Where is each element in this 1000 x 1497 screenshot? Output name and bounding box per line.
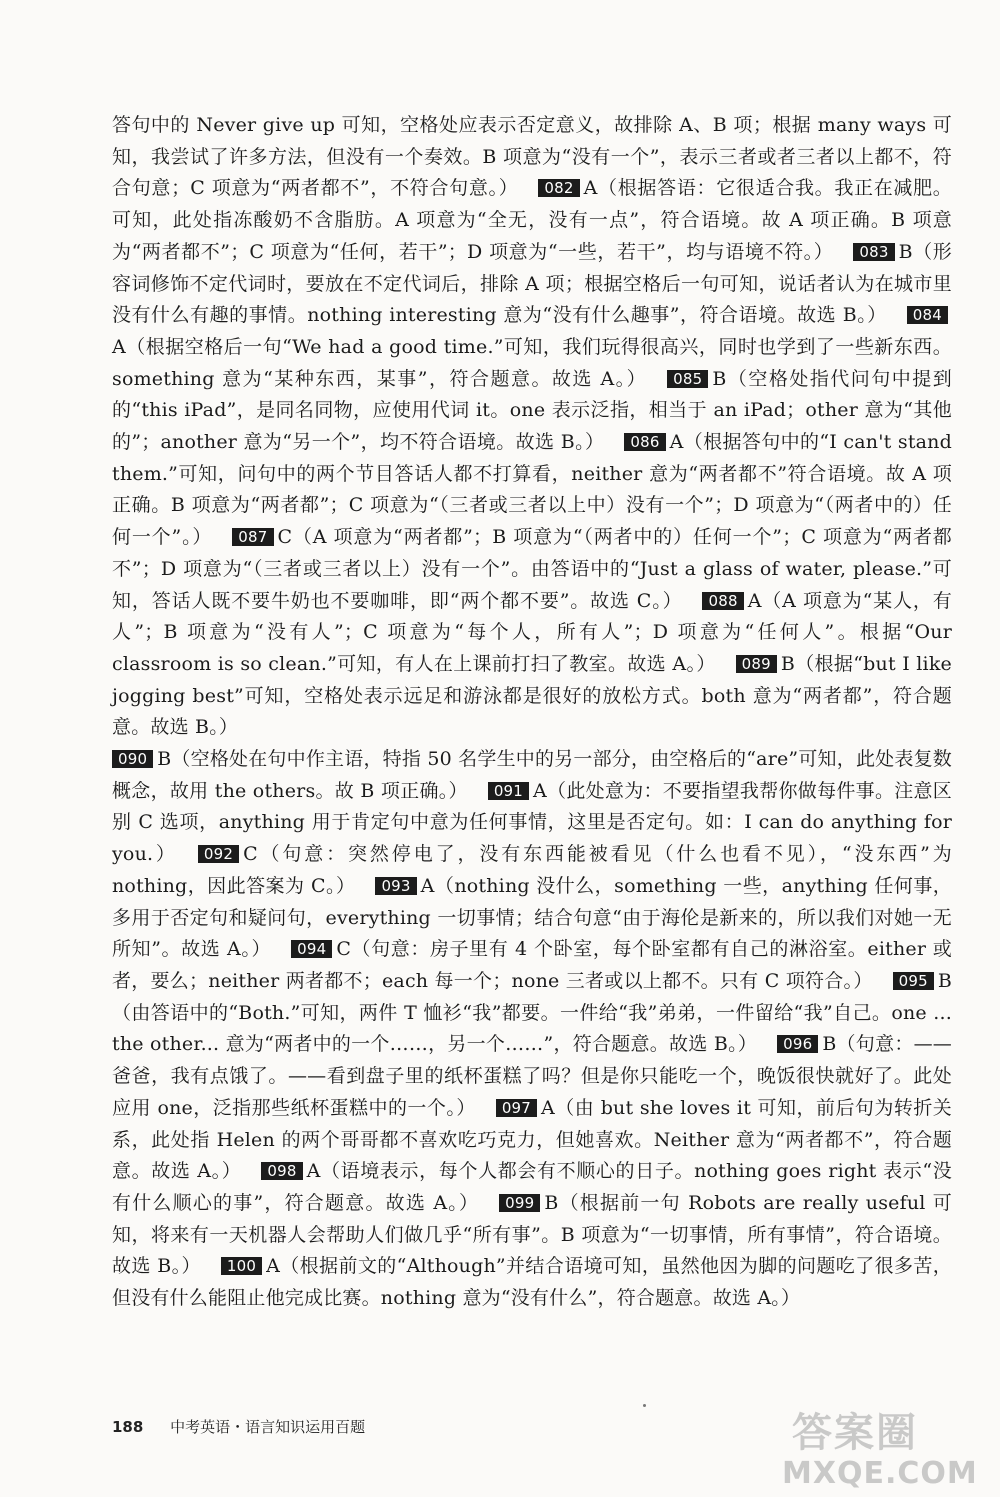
question-number-badge: 092 — [198, 845, 239, 863]
entry-text: C（句意：房子里有 4 个卧室，每个卧室都有自己的淋浴室。either 或者，要么；neither 两者都不；each 每一个；none 三者或以上都不。只有 C 项符合。） — [112, 938, 952, 992]
watermark-logo — [782, 1401, 982, 1491]
question-number-badge: 100 — [221, 1257, 262, 1275]
entry-text: A（根据前文的“Although”并结合语境可知，虽然他因为脚的问题吃了很多苦，但没有什么能阻止他完成比赛。nothing 意为“没有什么”，符合题意。故选 A。） — [112, 1255, 952, 1310]
entry-text: A（根据空格后一句“We had a good time.”可知，我们玩得很高兴，同时也学到了一些新东西。something 意为“某种东西，某事”，符合题意。故选 A。） — [112, 335, 952, 390]
question-number-badge: 085 — [667, 370, 708, 388]
entry-text: A（A 项意为“某人，有人”；B 项意为“没有人”；C 项意为“每个人，所有人”；D 项意为“任何人”。根据“Our classroom is so clean.”可知，有人在上课前打扫了教室。故选 A。） — [112, 589, 952, 675]
question-number-badge: 089 — [736, 655, 777, 673]
question-number-badge: 087 — [232, 528, 273, 546]
entry-continuation: 答句中的 Never give up 可知，空格处应表示否定意义，故排除 A、B 项；根据 many ways 可知，我尝试了许多方法，但没有一个奏效。B 项意为“没有一个”，表示三者或者三者以上都不，符合句意；C 项意为“两者都不”，不符合句意。） — [112, 114, 952, 200]
question-number-badge: 093 — [375, 877, 416, 895]
entry-text: B（形容词修饰不定代词时，要放在不定代词后，排除 A 项；根据空格后一句可知，说话者认为在城市里没有什么有趣的事情。nothing interesting 意为“没有什么趣事”，符合语境。故选 B。） — [112, 240, 952, 327]
entry-text: B（句意：——爸爸，我有点饿了。——看到盘子里的纸杯蛋糕了吗？但是你只能吃一个，晚饭很快就好了。此处应用 one，泛指那些纸杯蛋糕中的一个。） — [112, 1033, 952, 1119]
entry-text: B（由答语中的“Both.”可知，两件 T 恤衫“我”都要。一件给“我”弟弟，一件留给“我”自己。one ... the other... 意为“两者中的一个……，另一个……”，符合题意。故选 B。） — [112, 969, 952, 1056]
entry-text: C（A 项意为“两者都”；B 项意为“（两者中的）任何一个”；C 项意为“两者都不”；D 项意为“（三者或三者以上）没有一个”。由答语中的“Just a glass of water, please.”可知，答话人既不要牛奶也不要咖啡，即“两个都不要”。故选 C。） — [112, 526, 952, 612]
entry-text: B（空格处指代问句中提到的“this iPad”，是同名同物，应使用代词 it。one 表示泛指，相当于 an iPad；other 意为“其他的”；another 意为“另一个”，均不符合语境。故选 B。） — [112, 367, 952, 454]
question-number-badge: 097 — [496, 1099, 537, 1117]
question-number-badge: 086 — [624, 433, 665, 451]
entry-text: A（根据答语：它很适合我。我正在减肥。可知，此处指冻酸奶不含脂肪。A 项意为“全无，没有一点”，符合语境。故 A 项正确。B 项意为“两者都不”；C 项意为“任何，若干”；D 项意为“一些，若干”，均与语境不符。） — [112, 177, 952, 263]
book-title: 中考英语・语言知识运用百题 — [170, 1418, 366, 1436]
page-footer — [112, 1416, 365, 1437]
question-number-badge: 084 — [907, 306, 948, 324]
answer-explanations — [112, 110, 952, 1315]
question-number-badge: 091 — [488, 782, 529, 800]
question-number-badge: 090 — [112, 750, 153, 768]
question-number-badge: 098 — [261, 1162, 302, 1180]
stray-dot — [643, 1404, 646, 1407]
question-number-badge: 094 — [291, 940, 332, 958]
entry-text: B（根据“but I like jogging best”可知，空格处表示远足和游泳都是很好的放松方式。both 意为“两者都”，符合题意。故选 B。） — [112, 652, 952, 739]
entry-text: A（nothing 没什么，something 一些，anything 任何事，多用于否定句和疑问句，everything 一切事情；结合句意“由于海伦是新来的，所以我们对她一无所知”。故选 A。） — [112, 874, 952, 961]
entry-text: A（由 but she loves it 可知，前后句为转折关系，此处指 Helen 的两个哥哥都不喜欢吃巧克力，但她喜欢。Neither 意为“两者都不”，符合题意。故选 A。） — [112, 1096, 952, 1183]
watermark-url: MXQE.COM — [782, 1456, 978, 1491]
explanation-paragraph — [112, 110, 952, 1315]
question-number-badge: 099 — [499, 1194, 540, 1212]
entry-text: A（根据答句中的“I can't stand them.”可知，问句中的两个节目答话人都不打算看，neither 意为“两者都不”符合语境。故 A 项正确。B 项意为“两者都”；C 项意为“（三者或三者以上中）没有一个”；D 项意为“（两者中的）任何一个”。） — [112, 431, 952, 549]
entry-text: C（句意：突然停电了，没有东西能被看见（什么也看不见），“没东西”为 nothing，因此答案为 C。） — [112, 843, 952, 897]
question-number-badge: 095 — [893, 972, 934, 990]
entry-text: A（语境表示，每个人都会有不顺心的日子。nothing goes right 表示“没有什么顺心的事”，符合题意。故选 A。） — [112, 1160, 952, 1214]
entry-text: B（空格处在句中作主语，特指 50 名学生中的另一部分，由空格后的“are”可知，此处表复数概念，故用 the others。故 B 项正确。） — [112, 748, 952, 802]
question-number-badge: 096 — [777, 1035, 818, 1053]
page-number: 188 — [112, 1418, 144, 1436]
question-number-badge: 088 — [702, 592, 743, 610]
entry-text: B（根据前一句 Robots are really useful 可知，将来有一天机器人会帮助人们做几乎“所有事”。B 项意为“一切事情，所有事情”，符合语境。故选 B。） — [112, 1191, 952, 1278]
question-number-badge: 082 — [538, 179, 579, 197]
entry-text: A（此处意为：不要指望我帮你做每件事。注意区别 C 选项，anything 用于肯定句中意为任何事情，这里是否定句。如：I can do anything for you.） — [112, 779, 953, 866]
question-number-badge: 083 — [853, 243, 894, 261]
watermark-mark: 答案圈 — [792, 1410, 918, 1456]
